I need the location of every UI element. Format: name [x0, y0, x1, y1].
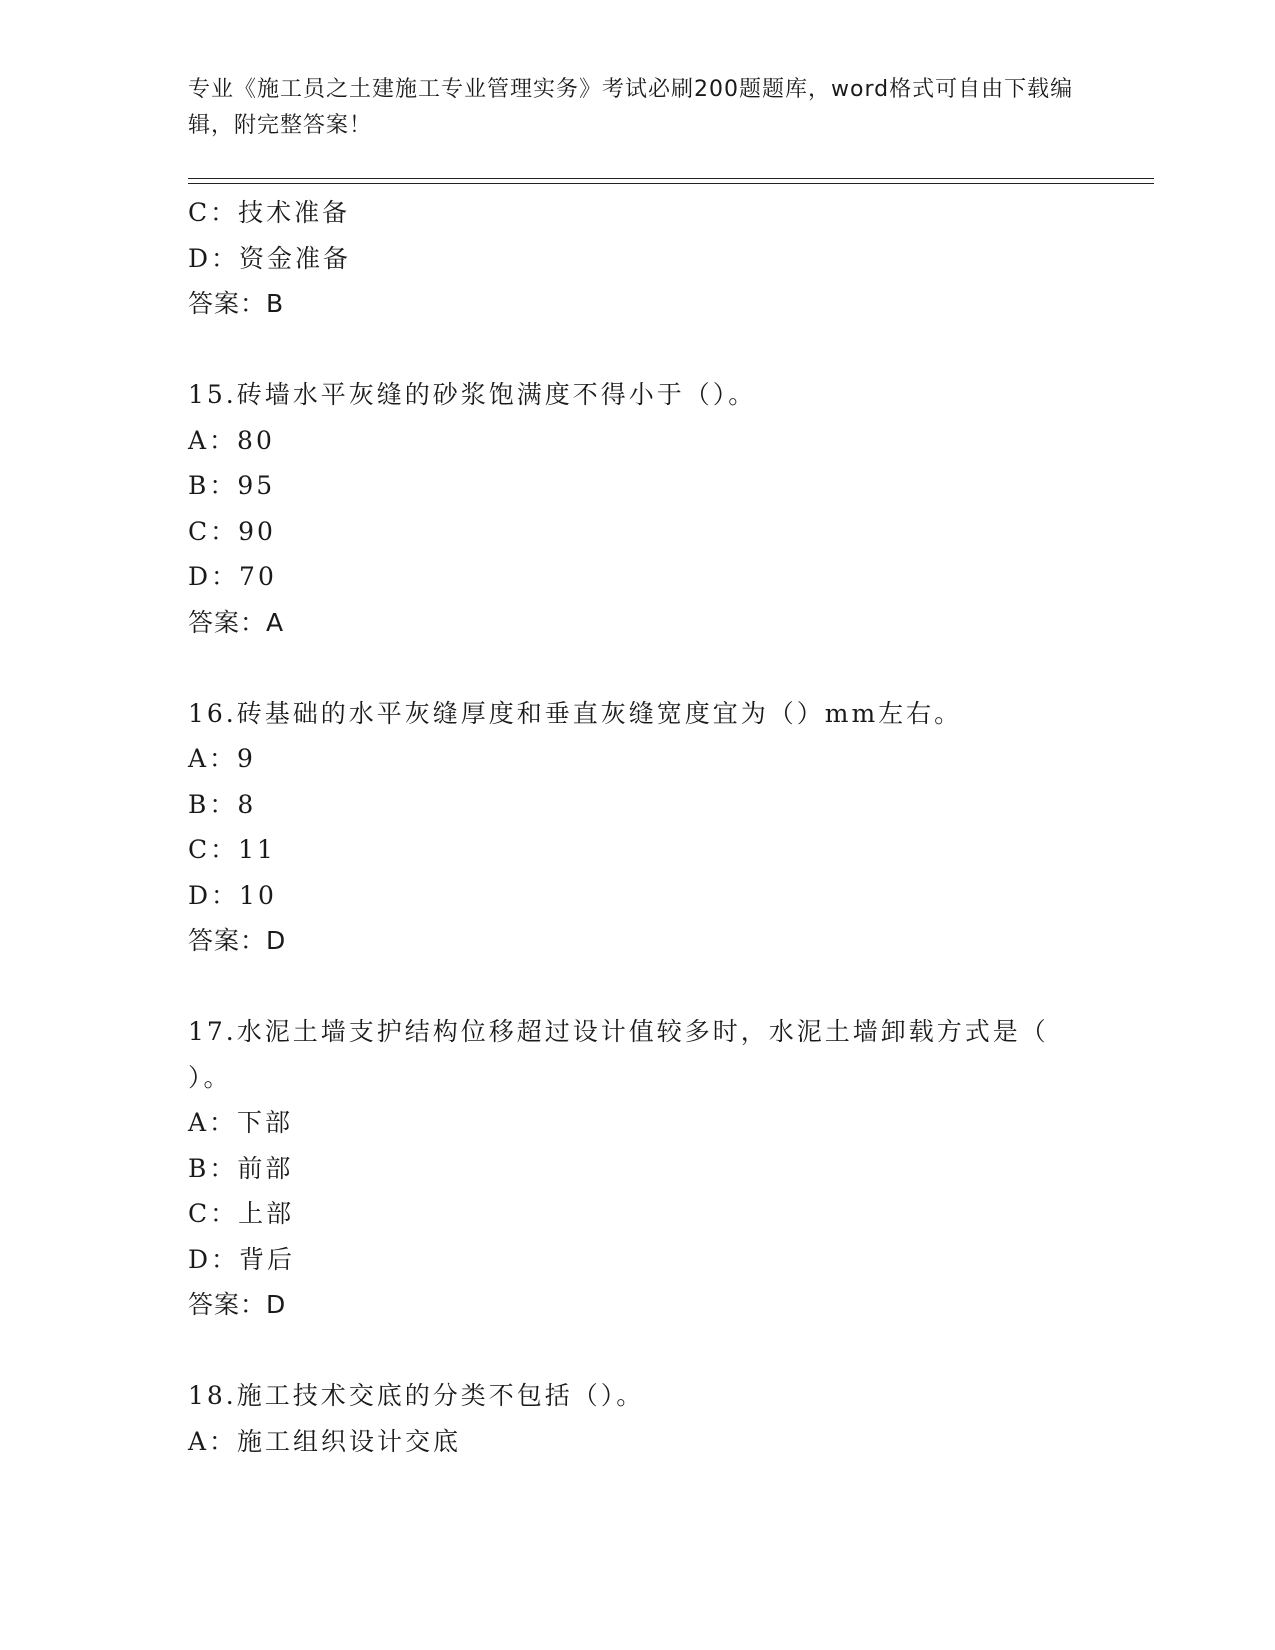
question-16 — [188, 691, 1088, 964]
question-17 — [188, 1009, 1088, 1328]
option-d: D：10 — [188, 880, 277, 910]
option-c: C：90 — [188, 516, 276, 546]
option-d: D：背后 — [188, 1244, 296, 1274]
option-d: D：70 — [188, 562, 277, 591]
header-rule-top — [188, 178, 1154, 179]
question-text-line-1: 17.水泥土墙支护结构位移超过设计值较多时，水泥土墙卸载方式是（ — [188, 1017, 1049, 1046]
option-a: A：9 — [188, 744, 256, 773]
option-b: B：95 — [188, 471, 276, 500]
option-b: B：8 — [188, 789, 257, 819]
option-c: C：11 — [188, 835, 276, 864]
question-text-line-2: ）。 — [188, 1062, 232, 1092]
spacer — [188, 1328, 1088, 1374]
question-18 — [188, 1373, 1088, 1464]
prev-question-tail — [188, 190, 1088, 327]
question-15 — [188, 372, 1088, 645]
question-text: 16.砖基础的水平灰缝厚度和垂直灰缝宽度宜为（）mm左右。 — [188, 698, 963, 728]
question-text: 18.施工技术交底的分类不包括（）。 — [188, 1381, 645, 1410]
document-header: 专业《施工员之土建施工专业管理实务》考试必刷200题题库，word格式可自由下载编辑，附完整答案！ — [188, 77, 1074, 138]
option-a: A：施工组织设计交底 — [188, 1426, 462, 1456]
option-b: B：前部 — [188, 1153, 294, 1183]
option-d: D：资金准备 — [188, 243, 352, 273]
option-a: A：下部 — [188, 1108, 294, 1137]
spacer — [188, 645, 1088, 691]
option-c: C：上部 — [188, 1199, 295, 1228]
header-rule-bottom — [188, 183, 1154, 184]
question-content — [188, 190, 1088, 1464]
spacer — [188, 964, 1088, 1010]
question-text: 15.砖墙水平灰缝的砂浆饱满度不得小于（）。 — [188, 380, 757, 409]
spacer — [188, 327, 1088, 373]
option-c: C：技术准备 — [188, 198, 351, 227]
answer-line: 答案：B — [188, 289, 285, 318]
answer-line: 答案：D — [188, 1290, 287, 1319]
option-a: A：80 — [188, 425, 275, 455]
answer-line: 答案：A — [188, 607, 285, 637]
answer-line: 答案：D — [188, 926, 287, 955]
